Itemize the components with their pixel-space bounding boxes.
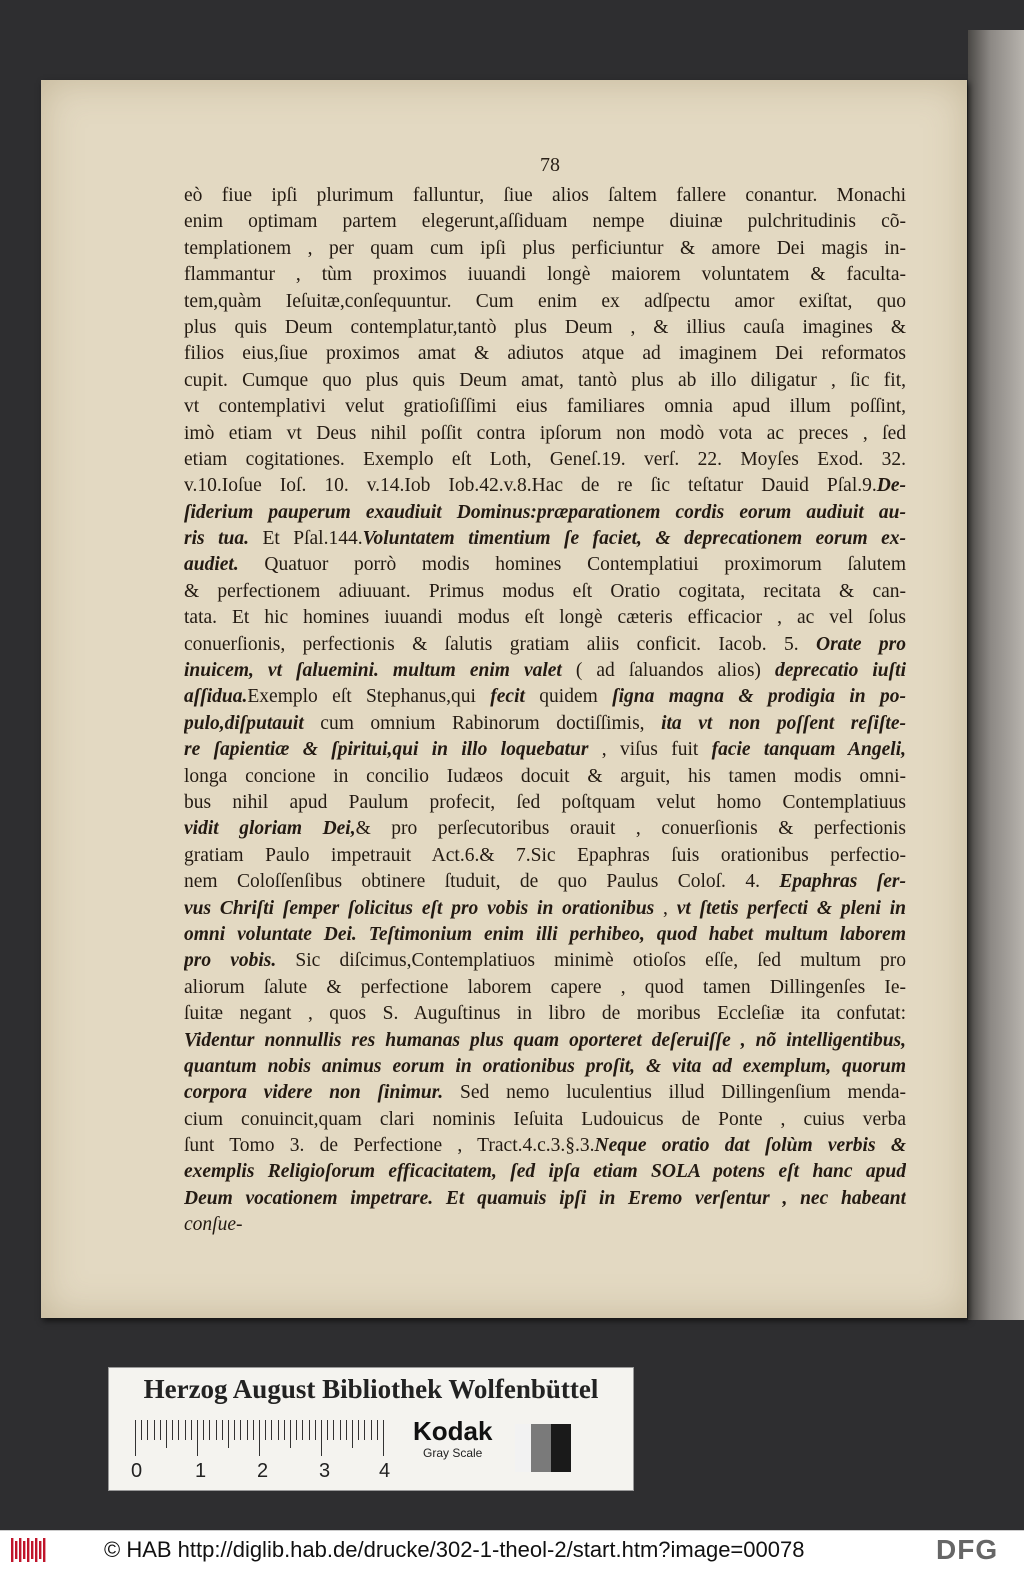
source-url[interactable]: © HAB http://diglib.hab.de/drucke/302-1-theol-2/start.htm?image=00078 <box>104 1537 805 1562</box>
text-line <box>184 526 906 552</box>
text-line <box>184 236 906 262</box>
text-line <box>184 658 906 684</box>
italic-quotation: Neque oratio dat ſolùm verbis & <box>594 1135 906 1157</box>
ruler-tick <box>203 1420 204 1440</box>
text-line <box>184 209 906 235</box>
ruler-tick <box>185 1420 186 1440</box>
grayscale-label: Gray Scale <box>423 1446 483 1460</box>
text-line <box>184 289 906 315</box>
text-line <box>184 632 906 658</box>
text-line <box>184 1133 906 1159</box>
italic-quotation: vt ſtetis perfecti & pleni in <box>676 897 906 919</box>
text-line <box>184 764 906 790</box>
ruler-tick <box>216 1420 217 1440</box>
catchword: conſue- <box>184 1214 243 1236</box>
text-run: bus nihil apud Paulum profecit, ſed poſtquam velut homo Contemplatiuus <box>184 791 906 813</box>
text-run: nem Coloſſenſibus obtinere ſtuduit, de quo Paulus Coloſ. 4. <box>184 871 780 893</box>
ruler-tick <box>178 1420 179 1440</box>
text-run: vt contemplativi velut gratioſiſſimi eius familiares omnia apud illum poſſint, <box>184 396 906 418</box>
text-run: & pro perſecutoribus orauit , conuerſionis & perfectionis <box>355 818 906 840</box>
ruler-tick <box>228 1420 229 1448</box>
italic-quotation: Orate pro <box>816 633 906 655</box>
ruler-tick <box>364 1420 365 1440</box>
logo-bar <box>35 1538 37 1562</box>
ruler-tick <box>240 1420 241 1440</box>
color-calibration-bar <box>108 1367 634 1491</box>
ruler-tick <box>166 1420 167 1448</box>
italic-quotation: audiet. <box>184 554 239 576</box>
text-run: cum omnium Rabinorum doctiſſimis, <box>303 712 662 734</box>
text-line <box>184 368 906 394</box>
text-run: ( ad ſaluandos alios) <box>561 660 775 682</box>
viewer-footer <box>0 1530 1024 1570</box>
text-run: tata. Et hic homines iuuandi modus eſt longè cæteris efficacior , ac vel ſolus <box>184 607 906 629</box>
page-text <box>184 183 906 1239</box>
logo-bar <box>11 1538 13 1562</box>
text-line <box>184 684 906 710</box>
ruler-tick <box>197 1420 198 1456</box>
library-name: Herzog August Bibliothek Wolfenbüttel <box>143 1374 599 1404</box>
ruler-tick <box>340 1420 341 1440</box>
ruler-tick <box>222 1420 223 1440</box>
italic-quotation: vidit gloriam Dei, <box>184 818 356 840</box>
italic-quotation: re ſapientiæ & ſpiritui,qui in illo loquebatur <box>184 739 589 761</box>
logo-bar <box>23 1541 25 1559</box>
scale-number: 4 <box>379 1460 391 1482</box>
ruler-tick <box>383 1420 384 1456</box>
ruler-tick <box>135 1420 136 1456</box>
text-line <box>184 183 906 209</box>
text-line <box>184 421 906 447</box>
ruler-tick <box>253 1420 254 1440</box>
ruler-tick <box>209 1420 210 1440</box>
text-line <box>184 896 906 922</box>
text-run: gratiam Paulo impetrauit Act.6.& 7.Sic Epaphras ſuis orationibus perfectio- <box>184 844 906 866</box>
italic-quotation: Deum vocationem impetrare. Et quamuis ipſi in Eremo verſentur , nec habeant <box>184 1187 906 1209</box>
text-line <box>184 737 906 763</box>
ruler-tick <box>160 1420 161 1440</box>
text-line <box>184 394 906 420</box>
text-run: longa concione in concilio Iudæos docuit & arguit, his tamen modis omni- <box>184 765 906 787</box>
text-line <box>184 948 906 974</box>
logo-bar <box>39 1541 41 1559</box>
text-run: Quatuor porrò modis homines Contemplatiui proximorum ſalutem <box>238 554 906 576</box>
text-line <box>184 922 906 948</box>
text-line <box>184 843 906 869</box>
text-run: imò etiam vt Deus nihil poſſit contra ipſorum non modò vota ac preces , ſed <box>184 422 906 444</box>
ruler-tick <box>234 1420 235 1440</box>
text-run: conuerſionis, perfectionis & ſalutis gratiam aliis conficit. Iacob. 5. <box>184 633 817 655</box>
text-run: Sic diſcimus,Contemplatiuos minimè otioſos eſſe, ſed multum pro <box>276 950 906 972</box>
text-run: flammantur , tùm proximos iuuandi longè maiorem voluntatem & faculta- <box>184 264 906 286</box>
italic-quotation: aſſidua. <box>184 686 248 708</box>
ruler-tick <box>259 1420 260 1456</box>
text-run: Exemplo eſt Stephanus,qui <box>247 686 491 708</box>
kodak-brand: Kodak <box>413 1416 493 1446</box>
ruler-tick <box>265 1420 266 1440</box>
text-line <box>184 1186 906 1212</box>
scale-number: 1 <box>195 1460 207 1482</box>
text-line <box>184 1001 906 1027</box>
ruler-tick <box>172 1420 173 1440</box>
text-line <box>184 315 906 341</box>
ruler-tick <box>309 1420 310 1440</box>
ruler-tick <box>321 1420 322 1456</box>
text-line <box>184 447 906 473</box>
text-line <box>184 1107 906 1133</box>
italic-quotation: pro vobis. <box>184 950 277 972</box>
logo-bar <box>15 1541 17 1559</box>
text-run: & perfectionem adiuuant. Primus modus eſt Oratio cogitata, recitata & can- <box>184 580 906 602</box>
italic-quotation: Videntur nonnullis res humanas plus quam oporteret deſeruiſſe , nõ intelligentibus, <box>184 1029 906 1051</box>
text-run: plus quis Deum contemplatur,tantò plus Deum , & illius cauſa imagines & <box>184 316 906 338</box>
gray-swatch-dark <box>551 1424 571 1472</box>
ruler-tick <box>377 1420 378 1440</box>
italic-quotation: Epaphras ſer- <box>779 871 906 893</box>
gray-swatch-light <box>515 1424 531 1472</box>
ruler-tick <box>271 1420 272 1440</box>
dfg-logo: DFG <box>936 1534 999 1565</box>
ruler-tick <box>296 1420 297 1440</box>
text-run: cium conuincit,quam clari nominis Ieſuita Ludouicus de Ponte , cuius verba <box>184 1108 906 1130</box>
text-run: enim optimam partem elegerunt,aſſiduam nempe diuinæ pulchritudinis cõ- <box>184 211 906 233</box>
text-run: tem,quàm Ieſuitæ,conſequuntur. Cum enim ex adſpectu amor exiſtat, quo <box>184 290 906 312</box>
ruler-tick <box>346 1420 347 1440</box>
italic-quotation: ſigna magna & prodigia in po- <box>612 686 906 708</box>
italic-quotation: deprecatio iuſti <box>774 660 906 682</box>
italic-quotation: omni voluntate Dei. Teſtimonium enim illi perhibeo, quod habet multum laborem <box>184 923 906 945</box>
text-run: ſunt Tomo 3. de Perfectione , Tract.4.c.3.§.3. <box>184 1135 595 1157</box>
text-run: ſuitæ negant , quos S. Auguſtinus in libro de moribus Eccleſiæ ita confutat: <box>184 1003 906 1025</box>
ruler-tick <box>278 1420 279 1440</box>
italic-quotation: quantum nobis animus eorum in orationibus proſit, & vita ad exemplum, quorum <box>184 1055 906 1077</box>
italic-quotation: De- <box>876 475 906 497</box>
italic-quotation: corpora videre non ſinimur. <box>184 1082 444 1104</box>
italic-quotation: ſiderium pauperum exaudiuit Dominus:præparationem cordis eorum audiuit au- <box>184 501 906 523</box>
ruler-tick <box>327 1420 328 1440</box>
ruler-tick <box>191 1420 192 1440</box>
ruler-tick <box>315 1420 316 1440</box>
text-line <box>184 605 906 631</box>
text-line <box>184 262 906 288</box>
text-run: filios eius,ſiue proximos amat & adiutos atque ad imaginem Dei reformatos <box>184 343 906 365</box>
logo-bar <box>19 1538 21 1562</box>
scale-number: 3 <box>319 1460 331 1482</box>
ruler-tick <box>141 1420 142 1440</box>
text-run: Sed nemo luculentius illud Dillingenſium menda- <box>443 1082 906 1104</box>
ruler-tick <box>247 1420 248 1440</box>
text-run: aliorum ſalute & perfectione laborem capere , quod tamen Dillingenſes Ie- <box>184 976 906 998</box>
next-page-edge <box>968 30 1024 1320</box>
text-line <box>184 1054 906 1080</box>
text-run: quidem <box>524 686 613 708</box>
text-run: templationem , per quam cum ipſi plus perficiuntur & amore Dei magis in- <box>184 237 906 259</box>
ruler-tick <box>290 1420 291 1448</box>
logo-bar <box>43 1538 45 1562</box>
text-run: eò fiue ipſi plurimum falluntur, ſiue alios ſaltem fallere conantur. Monachi <box>184 185 906 206</box>
italic-quotation: Voluntatem timentium ſe faciet, & deprecationem eorum ex- <box>362 528 906 550</box>
text-line <box>184 869 906 895</box>
ruler-tick <box>284 1420 285 1440</box>
italic-quotation: ris tua. <box>184 528 249 550</box>
ruler-tick <box>154 1420 155 1440</box>
logo-bar <box>27 1538 29 1562</box>
text-line <box>184 1080 906 1106</box>
ruler-tick <box>147 1420 148 1440</box>
logo-bar <box>31 1541 33 1559</box>
ruler-tick <box>358 1420 359 1440</box>
text-line <box>184 552 906 578</box>
ruler-tick <box>352 1420 353 1448</box>
text-line <box>184 711 906 737</box>
page-number: 78 <box>540 154 560 176</box>
italic-quotation: exemplis Religioſorum efficacitatem, ſed ipſa etiam SOLA potens eſt hanc apud <box>184 1161 906 1183</box>
text-line <box>184 473 906 499</box>
scale-number: 0 <box>131 1460 143 1482</box>
ruler-tick <box>333 1420 334 1440</box>
text-line <box>184 816 906 842</box>
ruler-tick <box>302 1420 303 1440</box>
italic-quotation: ita vt non poſſent reſiſte- <box>661 712 906 734</box>
gray-swatch-mid <box>531 1424 551 1472</box>
hab-logo-icon <box>10 1537 48 1563</box>
text-line <box>184 341 906 367</box>
text-run: , <box>654 897 677 919</box>
scale-number: 2 <box>257 1460 269 1482</box>
text-line <box>184 1028 906 1054</box>
italic-quotation: fecit <box>490 686 525 708</box>
text-run: cupit. Cumque quo plus quis Deum amat, tantò plus ab illo diligatur , ſic fit, <box>184 369 906 391</box>
italic-quotation: vus Chriſti ſemper ſolicitus eſt pro vobis in orationibus <box>184 897 655 919</box>
text-line <box>184 790 906 816</box>
text-line <box>184 1159 906 1185</box>
italic-quotation: facie tanquam Angeli, <box>711 739 906 761</box>
ruler-scale <box>135 1420 399 1456</box>
text-run: Et Pſal.144. <box>248 528 363 550</box>
text-run: , viſus fuit <box>588 739 712 761</box>
text-line <box>184 975 906 1001</box>
text-run: etiam cogitationes. Exemplo eſt Loth, Geneſ.19. verſ. 22. Moyſes Exod. 32. <box>184 448 906 470</box>
text-line <box>184 500 906 526</box>
italic-quotation: pulo,diſputauit <box>184 712 304 734</box>
text-run: v.10.Ioſue Ioſ. 10. v.14.Iob Iob.42.v.8.Hac de re ſic teſtatur Dauid Pſal.9. <box>184 475 877 497</box>
ruler-tick <box>371 1420 372 1440</box>
text-line <box>184 579 906 605</box>
italic-quotation: inuicem, vt ſaluemini. multum enim valet <box>184 660 562 682</box>
